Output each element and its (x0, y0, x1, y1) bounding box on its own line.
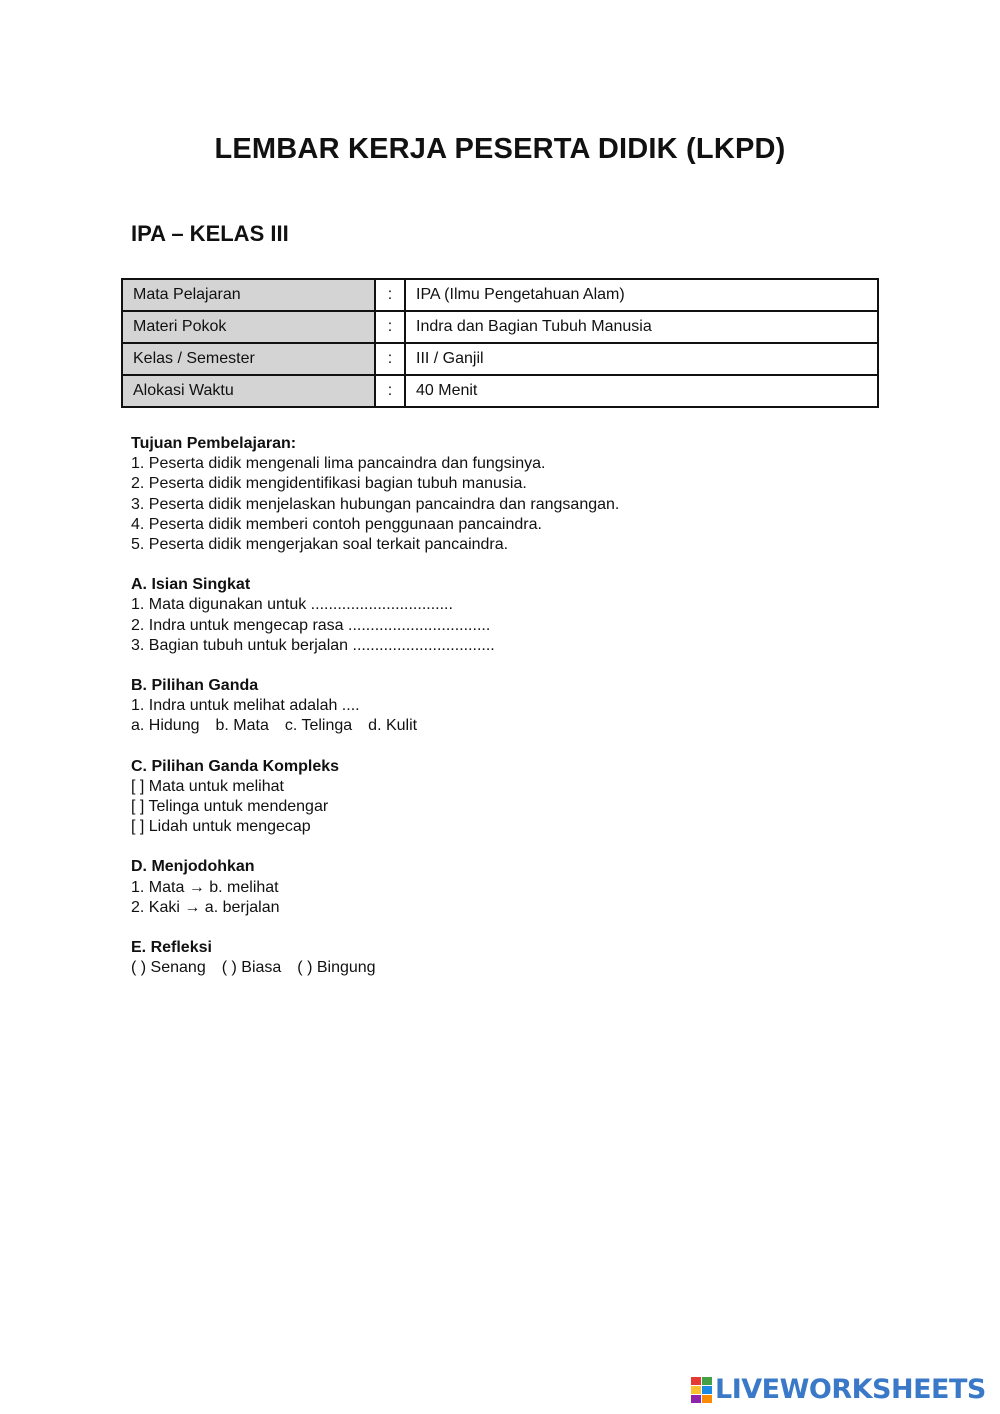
section-c-item: [ ] Telinga untuk mendengar (131, 798, 329, 816)
section-c-item: [ ] Mata untuk melihat (131, 777, 284, 795)
tujuan-item: 2. Peserta didik mengidentifikasi bagian tubuh manusia. (131, 475, 527, 493)
info-value: IPA (Ilmu Pengetahuan Alam) (405, 279, 878, 311)
info-label: Mata Pelajaran (122, 279, 375, 311)
info-row (122, 375, 878, 407)
section-a-item: 1. Mata digunakan untuk ................................ (131, 596, 453, 614)
section-d-item: 2. Kaki → a. berjalan (131, 898, 280, 916)
option-b: b. Mata (215, 717, 269, 735)
option-d: d. Kulit (368, 717, 418, 735)
tujuan-item: 1. Peserta didik mengenali lima pancaindra dan fungsinya. (131, 455, 546, 473)
logo-text: LIVEWORKSHEETS (715, 1374, 986, 1405)
logo-block (691, 1377, 701, 1385)
tujuan-item: 4. Peserta didik memberi contoh penggunaan pancaindra. (131, 515, 542, 533)
section-c-item: [ ] Lidah untuk mengecap (131, 818, 311, 836)
section-e-heading: E. Refleksi (131, 939, 212, 957)
section-a-item: 3. Bagian tubuh untuk berjalan ................................ (131, 636, 495, 654)
info-row (122, 343, 878, 375)
section-e-options (131, 958, 619, 978)
info-row (122, 311, 878, 343)
tujuan-item: 5. Peserta didik mengerjakan soal terkait pancaindra. (131, 536, 509, 554)
reflection-bingung: ( ) Bingung (297, 959, 376, 977)
reflection-senang: ( ) Senang (131, 959, 206, 977)
info-label: Kelas / Semester (122, 343, 375, 375)
section-b-heading: B. Pilihan Ganda (131, 677, 259, 695)
option-a: a. Hidung (131, 717, 200, 735)
section-c-heading: C. Pilihan Ganda Kompleks (131, 757, 340, 775)
info-colon: : (375, 375, 405, 407)
info-value: 40 Menit (405, 375, 878, 407)
info-colon: : (375, 311, 405, 343)
logo-mark-icon (691, 1377, 712, 1403)
section-b-question: 1. Indra untuk melihat adalah .... (131, 697, 360, 715)
section-d-item: 1. Mata → b. melihat (131, 878, 279, 896)
logo-block (702, 1395, 712, 1403)
info-colon: : (375, 343, 405, 375)
info-label: Materi Pokok (122, 311, 375, 343)
reflection-biasa: ( ) Biasa (221, 959, 282, 977)
document-title: LEMBAR KERJA PESERTA DIDIK (LKPD) (214, 133, 786, 165)
section-b-options (131, 716, 619, 736)
logo-block (691, 1395, 701, 1403)
section-d-heading: D. Menjodohkan (131, 858, 255, 876)
logo-block (702, 1386, 712, 1394)
tujuan-heading: Tujuan Pembelajaran: (131, 435, 297, 452)
section-a-item: 2. Indra untuk mengecap rasa ................................ (131, 616, 491, 634)
info-row (122, 279, 878, 311)
worksheet-content (131, 434, 619, 978)
document-subtitle: IPA – KELAS III (131, 221, 289, 246)
section-a-heading: A. Isian Singkat (131, 576, 251, 594)
option-c: c. Telinga (284, 717, 353, 735)
info-colon: : (375, 279, 405, 311)
liveworksheets-logo (691, 1374, 986, 1405)
logo-block (691, 1386, 701, 1394)
tujuan-item: 3. Peserta didik menjelaskan hubungan pancaindra dan rangsangan. (131, 495, 620, 513)
info-table (121, 278, 879, 408)
info-label: Alokasi Waktu (122, 375, 375, 407)
info-value: Indra dan Bagian Tubuh Manusia (405, 311, 878, 343)
logo-block (702, 1377, 712, 1385)
info-value: III / Ganjil (405, 343, 878, 375)
